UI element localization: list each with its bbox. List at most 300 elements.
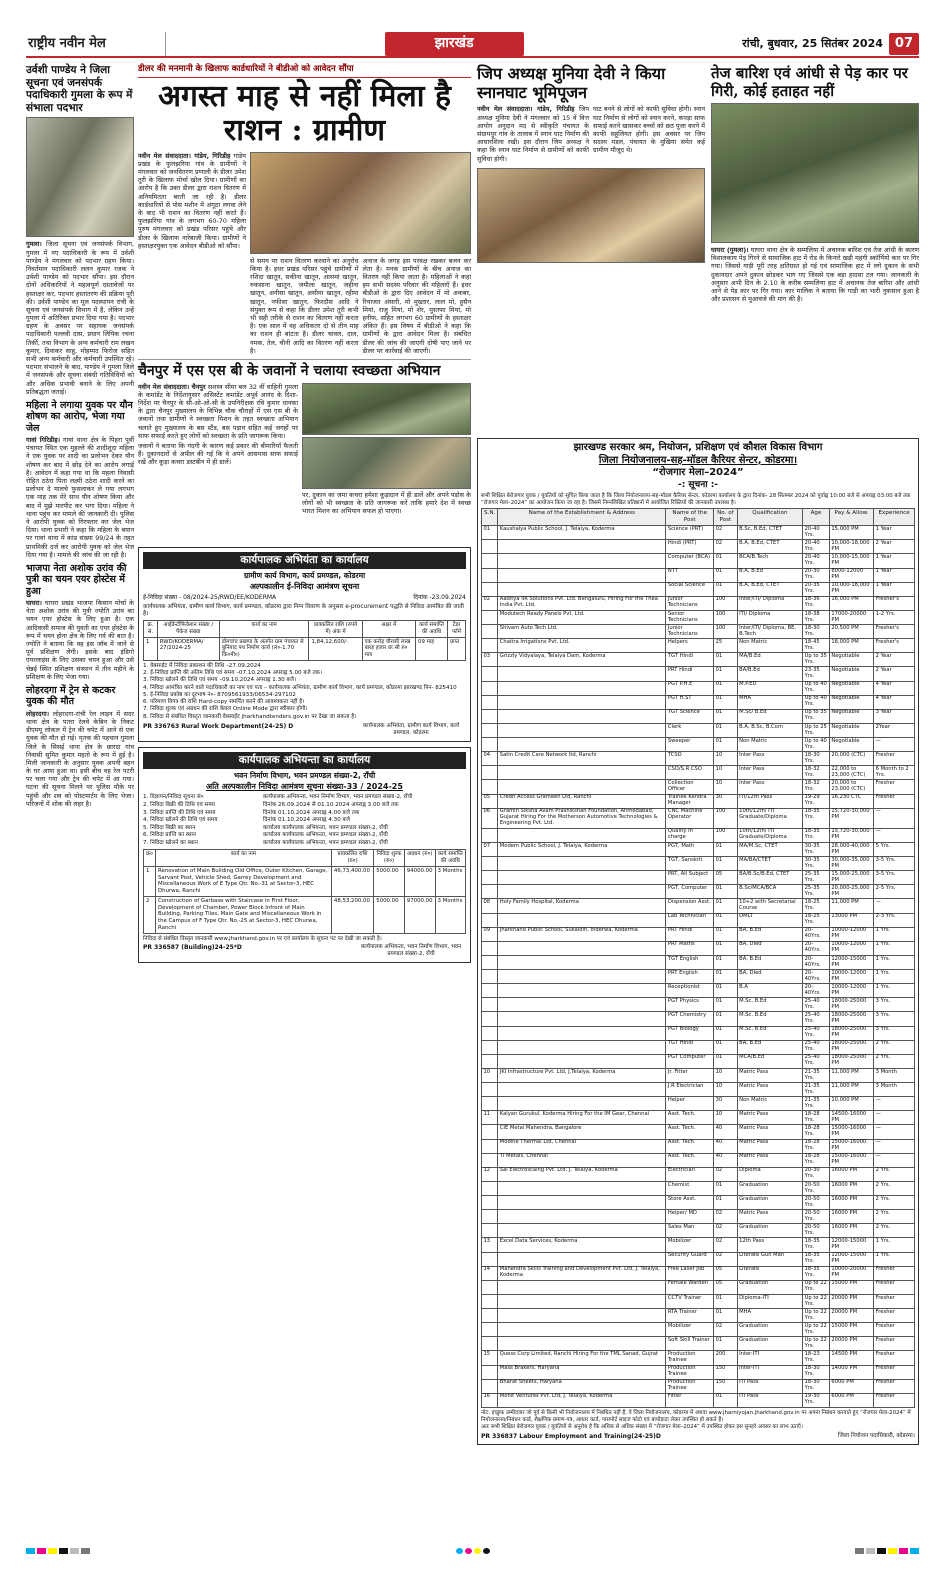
table-cell: Fresher — [874, 1351, 915, 1365]
table-cell: Non Matric — [737, 1097, 802, 1111]
table-cell: 3 Month — [874, 1083, 915, 1097]
table-cell — [498, 970, 666, 984]
table-cell: Up to 35 Yrs. — [803, 653, 830, 667]
table-cell: Receptionist — [666, 984, 714, 998]
table-cell: Up to 22 Yrs. — [803, 1309, 830, 1323]
table-cell: 05 — [714, 1280, 738, 1294]
table-cell — [482, 913, 498, 927]
table-cell: Sales Man — [666, 1224, 714, 1238]
table-cell: 25-40 Yrs. — [803, 1026, 830, 1040]
table-cell: 30,000-35,000 PM — [829, 857, 873, 871]
table-cell: 20000 PM — [829, 1337, 873, 1351]
table-cell: Chaitra Irrigations Pvt. Ltd. — [498, 639, 666, 653]
table-cell — [498, 1181, 666, 1195]
table-cell — [482, 1323, 498, 1337]
table-cell — [482, 1026, 498, 1040]
table-cell: 1 — [144, 866, 156, 896]
page-number: 07 — [889, 33, 919, 55]
table-row — [482, 1153, 915, 1167]
table-cell: 20-50 Yrs. — [803, 1181, 830, 1195]
table-row — [482, 738, 915, 752]
rozgar-pr: PR 336837 Labour Employment and Training(24-25)D — [481, 1433, 661, 1441]
headline-bjp: भाजपा नेता अशोक उरांव की पुत्री का चयन एयर होस्टेस में हुआ — [26, 562, 127, 597]
table-cell: 16,230 CTC — [829, 794, 873, 808]
table-cell: 01 — [714, 695, 738, 709]
table-cell: Hindi (PRT) — [666, 540, 714, 554]
table-cell: PRT, All Subject — [666, 871, 714, 885]
table-cell: 02 — [714, 1210, 738, 1224]
table-cell: 10 — [714, 1111, 738, 1125]
table-cell: Fresher — [874, 1280, 915, 1294]
table-row — [482, 955, 915, 969]
table-cell: 2 Year — [874, 667, 915, 681]
table-cell: 02 — [714, 540, 738, 554]
table-cell: Fitter — [666, 1393, 714, 1407]
table-cell: 22,000 to 23,000 (CTC) — [829, 766, 873, 780]
table-cell: Aaditya IIR Solutions Pvt. Ltd. Bengaluru, Hiring For the Thea India Pvt. Ltd. — [498, 596, 666, 610]
table-row — [482, 653, 915, 667]
photo-urvashi — [26, 117, 134, 237]
tender-rural-signatory: कार्यपालक अभियंता, ग्रामीण कार्य विभाग, कार्य प्रमण्डल, कोडरमा — [362, 723, 460, 736]
meta-value: दिनांक 01.10.2024 अपराह्न 4.30 बजे — [263, 817, 350, 824]
tender-building-pr: PR 336587 (Building)24-25*D — [143, 944, 242, 952]
table-cell: — — [874, 1111, 915, 1125]
table-cell: Matric Pass — [737, 1083, 802, 1097]
table-cell: TGT Hindi — [666, 653, 714, 667]
table-cell: 01 — [714, 970, 738, 984]
table-cell: 19-30 Yrs. — [803, 1393, 830, 1407]
table-cell: 3-5 Yrs. — [874, 871, 915, 885]
table-header: Pay & Allow. — [829, 509, 873, 526]
table-cell: 04 — [482, 752, 498, 766]
table-cell: Fresher — [874, 794, 915, 808]
table-header: Qualification — [737, 509, 802, 526]
table-cell: Electrician — [666, 1167, 714, 1181]
table-cell: — — [874, 738, 915, 752]
table-cell: 100 — [714, 828, 738, 842]
table-cell: TGT Science — [666, 709, 714, 723]
table-cell: Shivam Auto Tech Ltd. — [498, 625, 666, 639]
table-cell: 20-30 Yrs. — [803, 1167, 830, 1181]
rozgar-notice — [477, 438, 919, 1445]
table-cell: 2 — [144, 896, 156, 933]
table-cell: Up to 22 Yrs. — [803, 1280, 830, 1294]
table-cell: 01 — [714, 738, 738, 752]
table-cell: 10,000-18,000 PM — [829, 540, 873, 554]
table-cell: 25 — [714, 639, 738, 653]
table-cell: Social Science — [666, 582, 714, 596]
table-cell: 15000 PM — [829, 1323, 873, 1337]
table-header: कार्य का नाम — [155, 850, 331, 867]
table-cell: 2 Yrs. — [874, 1181, 915, 1195]
meta-label: 7. निविदा खोलने का स्थान — [143, 839, 198, 846]
story-urvashi-body: गुमला। जिला सूचना एवं जनसंपर्क विभाग, गुमला में नए पदाधिकारी के रूप में उर्वशी पाण्डेय ने मंगलवार को पदभार ग्रहण किया। निवर्तमान पदाधिकारी ललन कुमार रजक ने उर्वशी पाण्डेय को पदभार सौंपा। इस दौरान दोनों अधिकारियों ने महत्वपूर्ण दस्तावेजों पर हस्ताक्षर कर, पदभार हस्तांतरण की प्रक्रिया पूरी की। उर्वशी पाण्डेय का मूल पदस्थापन रांची के सूचना एवं जनसंपर्क विभाग में है, लेकिन उन्हें गुमला में अतिरिक्त प्रभार दिया गया है। पदभार ग्रहण के अवसर पर सहायक जनसंपर्क पदाधिकारी पल्लवी दास, प्रधान लिपिक रचना तिर्की, तथा विभाग के अन्य कर्मचारी राम लखन कुमार, दिवाकर साहु, मोहम्मद फिरोज सहित सभी अन्य कर्मचारी और कर्मचारी उपस्थित रहे। पदभार संभालने के बाद, पाण्डेय ने गुमला जिले में जनसंपर्क और सूचना संबंधी गतिविधियों को और अधिक प्रभावी बनाने के लिए अपनी प्रतिबद्धता जताई। — [26, 240, 134, 396]
table-cell: 11,000 PM — [829, 899, 873, 913]
table-header: No. of Post — [714, 509, 738, 526]
table-cell: Clerk — [666, 723, 714, 737]
table-cell: — — [874, 1139, 915, 1153]
right-column: जिप अध्यक्ष मुनिया देवी ने किया स्नानघाट भूमिपूजन नवीन मेल संवाददाता। गांडेय, गिरिडीह जिप अध्यक्ष मुनिया देवी ने मंगलवार को 15 वें वित्त आयोग अनुदान मद से स्वीकृति पंचायत के संग्रामपुर गांव के तालाब में स्नान घाट निर्माण की आधारशिला रखी। इस दौरान जिप अध्यक्ष ने कहा कि स्नान घाट निर्माण से ग्रामीणों को काफी सुविधा होगी। घाट बनने से लोगों को काफी सुविधा होगी। स्नान घाट निर्माण से लोगों को स्नान करने, कपड़ा साफ सफाई करने खासकर बच्चों को छठ पूजा करने में काफी सहूलियत होगी। इस अवसर पर जिप सदस्य मंडल, पंचायत के मुखिया समेत कई ग्रामीण मौजूद थे। तेज बारिश एवं आंधी से पेड़ कार पर गिरी, कोई हताहत नहीं घाघरा (गुमला)। घाघरा थाना क्षेत्र के सम्मलिया में अचानक बारिश एवं तेज आंधी के कारण विशालकाय पेड़ गिरने से सामाजिक हाट में रोड के किनारे खड़ी महंगी स्कॉर्पियो कार पर गिर गया। जिससे गाड़ी पूरी तरह क्षतिग्रस्त हो गई एवं सामाजिक हाट में लगे दुकान के सभी दुकानदार अपने दुकान छोड़कर भाग गए जिससे एक बड़ा हादसा टल गया। जानकारी के अनुसार अभी दिन के 2.10 के करीब सम्मलिया हाट में अचानक तेज बारिश और आंधी आने से पेड़ कार पर गिर गया। कार मालिक ने बताया कि गाड़ी का भारी नुकसान हुआ है और प्रशासन से मुआवजे की मांग की है। झारखण्ड सरकार श्रम, नियोजन, प्रशिक्षण एवं कौशल विकास विभाग जिला नियोजनालय-सह-मॉडल कैरियर सेन्टर, कोडरमा। “रोजगार मेला–2024” -: सूचना :- सभी शिक्षित बेरोजगार युवक / युवतियों को सूचित किया जाता है कि जिला नियोजनालय-सह-मॉडल कैरियर सेन्टर, कोडरमा कार्यालय के द्वारा दिनांक- 28 सितम्बर 2024 को पूर्वाह्न 10:00 बजे से अपराह्न 03:00 बजे तक “रोजगार मेला–2024” का आयोजन किया जा रहा है। जिसमें निम्नलिखित प्रतिष्ठानों में आयोजित रिक्तियों की जानकारी उपलब्ध है। S.N. Name of the Establishment & Address Name of the Post No. of Post Qualification Age Pay & Allow. Experience 01 Kaushalya Public School, J. Telaiya, Koderma Science (PRT) 02 B.Sc, B.Ed, CTET 20-40 Yrs. 15,000 PM 1 Year Hindi (PRT) 02 B.A, B.Ed, CTET 20-40 Yrs. 10,000-18,000 PM 2 Year Computer (BCA) 01 BCA/B.Tech 20-40 Yrs. 10,000-15,000 PM 1 Year NTT 01 B.A, B.Ed 20-30 Yrs. 8000-12000 PM 1 Year Social Science 01 B.A, B.Ed, CTET 20-35 Yrs. 10,000-18,000 PM 1 Year 02 Aaditya IIR Solutions Pvt. Ltd. Bengaluru, Hiring For the Thea India Pvt. Ltd. Junior Technicians 100 Inter/ITI/ Diploma 18-36 Yrs. 16,000 PM Fresher's Modutech Ready Panels Pvt. Ltd. Senior Technicians 100 ITI/ Diploma 18-38 Yrs. 17000-20000 PM 1-2 Yrs. Shivam Auto Tech Ltd. Junior Technicians 100 Inter/ITI/ Diploma, BE, B.Tech 18-30 Yrs. 20,500 PM Fresher's Chaitra Irrigations Pvt. Ltd. Helpers 25 Non Matric 18-45 Yrs. 18,000 PM Fresher's 03 Grizzly Vidyalaya, Telaiya Dam, Koderma TGT Hindi 01 MA/B.Ed Up to 35 Yrs. Negotiable 2 Year PRT Hindi 01 BA/B.Ed 23-35 Yrs. Negotiable 2 Year PGT P.H.E 01 M.P.ED Up to 40 Yrs. Negotiable 4 Year PGT H.ST 01 MHA Up to 40 Yrs. Negotiable 4 Year TGT Science 01 M.Sc/ B.Ed Up to 35 Yrs. Negotiable 3 Year Clerk 01 B.A, B.Sc, B.Com Up to 25 Yrs. Negotiable 2Year Sweeper 01 Non Matric Up to 40 Yrs. Negotiable — 04 Satin Credit Care Network ltd, Ranchi TCSO 10 Inter Pass 18-30 Yrs. 20,000 (CTC) Fresher CSO/S.R CSO 10 Inter Pass 18-32 Yrs. 22,000 to 23,000 (CTC) 6 Month to 2 Yrs. Collection Officer 10 Inter Pass 18-32 Yrs. 20,000 to 23,000 (CTC) Fresher 05 Credit Access Grameen Ltd, Ranchi Trainee Kendra Manager 30 ITI/12th Pass 19-29 Yrs. 16,230 CTC Fresher 06 Gramin Siksha Avam Prashikshan Foundation, Ahmedabad, Gujarat Hiring For the Motherson Automotive Technologies & Engineering Pvt. Ltd. CNC Machine Operator 100 10th/12th/ ITI Graduate/Diploma 18-35 Yrs. 15,720-30,000 PM — Quality In charge 100 10th/12th/ ITI Graduate/Diploma 18-35 Yrs. 15,720-30,000 PM — 07 Modern Public School, J. Telaiya, Koderma PGT, Math 01 MA/M.Sc, CTET 30-35 Yrs. 28,000-40,000 PM 5 Yrs. TGT, Sanskrit 01 MA/BA/CTET 30-35 Yrs. 30,000-35,000 PM 3-5 Yrs. PRT, All Subject 05 BA/B.Sc/B.Ed, CTET 25-35 Yrs. 15,000-25,000 PM 3-5 Yrs. PGT, Computer 01 B.Sc/MCA/BCA 25-35 Yrs. 20,000-25,000 PM 2-5 Yrs. 08 Holy Family Hospital, Koderma Dispension Asst. 01 10+2 with Secretarial Course 18-25 Yrs. 11,000 PM — Lab Technician 01 DMLT 18-25 Yrs. 13000 PM 2-3 Yrs. 09 Jharkhand Public School, Sukaidih, Inderwa, Koderma PRT Hindi 01 BA, B.Ed 20-40Yrs. 10000-12000 PM 1 Yrs. PRT Maths 01 BA, DIed 20-40Yrs. 10000-12000 PM 1 Yrs. TGT English 01 BA, B.Ed 20-40Yrs. 12000-15000 PM 1 Yrs. PRT English 01 BA, DIed 20-40Yrs. 10000-12000 PM 1 Yrs. Receptionist 01 B.A 20-40Yrs. 10000-12000 PM 1 Yrs. PGT Physics 01 M.Sc, B.Ed 25-40 Yrs. 18000-25000 PM 3 Yrs. PGT Chemistry 01 M.Sc, B.Ed 25-40 Yrs. 18000-25000 PM 3 Yrs. PGT Biology 01 M.Sc, B.Ed 25-40 Yrs. 18000-25000 PM 3 Yrs. TGT Hindi 01 BA, B.Ed 25-40 Yrs. 18000-25000 PM 2 Yrs. PGT Computer 01 MCA/B.Ed 25-40 Yrs. 18000-25000 PM 2 Yrs. 10 JKI Infrastructure Pvt. Ltd, J.Telaiya, Koderma Jr. Fitter 10 Matric Pass 21-35 Yrs. 11,000 PM 3 Month J.R Electrician 10 Matric Pass 21-35 Yrs. 11,000 PM 3 Month Helper 30 Non Matric 21-35 Yrs. 10,000 PM — 11 Kalyan Gurukul, Koderma Hiring For the IM Gear, Chennai Asst. Tech. 10 Matric Pass 18-28 Yrs. 14500-16000 PM — CIE Metal Mahendra, Bangalore Asst. Tech. 40 Matric Pass 18-28 Yrs. 15000-16000 PM — Modine Thermal Ltd, Chennai Asst. Tech. 40 Matric Pass 18-28 Yrs. 15000-16000 PM — TI Metals, Chennai Asst. Tech. 40 Matric Pass 18-28 Yrs. 15000-16000 PM — 12 Sai Electroscaing Pvt. Ltd, J. Telaiya, Koderma Electrician 02 Diploma 20-30 Yrs. 16000 PM 2 Yrs. Chemist 01 Graduation 20-50 Yrs. 16000 PM 2 Yrs. Store Asst. 01 Graduation 20-50 Yrs. 16000 PM 2 Yrs. Helper/ MD 02 Matric Pass 20-50 Yrs. 16000 PM 2 Yrs. Sales Man 02 Graduation 20-50 Yrs. 16000 PM 2 Yrs. 13 Excel Data Services, Koderma Mobilizer 02 12th Pass 18-35 Yrs. 12000-15000 PM 1 Yrs. Security Guard 02 Literate Gun Man 18-35 Yrs. 12000-15000 PM 1 Yrs. 14 Mahendra Skills Training and Development Pvt. Ltd, J. Telaiya, Koderma Free Laser Job 05 Literate 18-35 Yrs. 10000-20000 PM Fresher Female Warden 05 Graduation Up to 22 Yrs. 15000 PM Fresher CCTV Trainer 01 Diploma-ITI Up to 22 Yrs. 20000 PM Fresher RTA Trainer 01 MHA Up to 22 Yrs. 20000 PM Fresher Mobilizer 02 Graduation Up to 22 Yrs. 15000 PM Fresher Soft Skill Trainer 01 Graduation Up to 22 Yrs. 20000 PM Fresher 15 Quess Corp Limited, Ranchi Hiring For the TML Sanad, Gujrat Production Trainee 200 Inter-ITI 18-23 Yrs. 14500 PM Fresher Mass Brakers, Haryana Production Trainee 150 Inter-ITI 18-30 Yrs. 14000 PM Fresher Bharat Sheets, Haryana Production Trainee 150 ITI Pass 18-30 Yrs. 6000 PM Fresher 16 Mohit Ventures Pvt. Ltd, J. Telaiya, Koderma Fitter 01 ITI Pass 19-30 Yrs. 6000 PM Fresher नोट: इच्छुक उम्मीदवार जो पूर्व से किसी भी नियोजनालय में निबंधित नहीं हैं, वे जिला नियोजनालय, कोडरमा में अथवा www.jharniyojan.jharkhand.gov.in पर अपना निबंधन करवाते हुए “रोजगार मेला-2024” में नियोजनालय/निबंधन कार्ड, शैक्षणिक प्रमाण-पत्र, आधार कार्ड, पासपोर्ट साइज फोटो एवं बायोडाटा लेकर उपस्थित हो सकते हैं। अतः सभी शिक्षित बेरोजगार युवक / युवतियों से अनुरोध है कि अधिक से अधिक संख्या में “रोजगार मेला–2024” में उपस्थित होकर इस सुनहरे अवसर का लाभ उठाएँ। PR 336837 Labour Employment and Training(24-25)D जिला नियोजन पदाधिकारी, कोडरमा। — [477, 64, 919, 1445]
table-cell: 1 Yrs. — [874, 970, 915, 984]
tender-point: 6. परिमाण विपत्र की राशि Hard-copy समर्पित करने की आवश्यकता नहीं है। — [143, 699, 305, 706]
table-cell: Fresher's — [874, 639, 915, 653]
table-cell: Production Trainee — [666, 1351, 714, 1365]
table-cell: 10 — [714, 766, 738, 780]
table-cell: CSO/S.R CSO — [666, 766, 714, 780]
meta-value: दिनांक 26.09.2024 से 01.10.2024 अपराह्न 3.00 बजे तक — [263, 802, 399, 809]
table-cell: 10000-12000 PM — [829, 984, 873, 998]
table-row — [482, 1393, 915, 1407]
table-row — [482, 582, 915, 596]
table-cell: BA, B.Ed — [737, 927, 802, 941]
table-cell: 4 Year — [874, 681, 915, 695]
photo-chainpur-2 — [302, 437, 471, 489]
table-cell: 18-30 Yrs. — [803, 625, 830, 639]
table-cell: 02 — [714, 1238, 738, 1252]
table-cell — [498, 828, 666, 842]
table-cell — [498, 568, 666, 582]
table-cell: 3 Yrs. — [874, 998, 915, 1012]
table-cell: 13 — [482, 1238, 498, 1252]
table-cell: 21-35 Yrs. — [803, 1097, 830, 1111]
table-row — [482, 1111, 915, 1125]
table-cell: TCSO — [666, 752, 714, 766]
tender-building-meta — [143, 794, 466, 847]
table-cell: 2-3 Yrs. — [874, 913, 915, 927]
table-cell: 01 — [714, 681, 738, 695]
table-cell: PGT, Math — [666, 842, 714, 856]
table-cell: Lab Technician — [666, 913, 714, 927]
table-cell — [482, 723, 498, 737]
table-row — [144, 896, 466, 933]
meta-label: 4. निविदा खोलने की तिथि एवं समय — [143, 817, 218, 824]
table-cell: Matric Pass — [737, 1139, 802, 1153]
table-cell: Graduation — [737, 1337, 802, 1351]
table-cell: 20,000 to 23,000 (CTC) — [829, 780, 873, 794]
tender-rural-dept: ग्रामीण कार्य विभाग, कार्य प्रमण्डल, कोडरमा — [243, 570, 366, 580]
table-cell: 1 Yrs. — [874, 955, 915, 969]
table-row — [482, 828, 915, 842]
print-registration-strip — [26, 1547, 919, 1555]
table-row — [482, 927, 915, 941]
table-cell — [482, 568, 498, 582]
rozgar-jobs-table — [481, 508, 915, 1408]
table-cell: 16,000 PM — [829, 596, 873, 610]
meta-value: कार्यालय कार्यपालक अभियन्ता, भवन प्रमण्डल संख्या-2, राँची — [263, 824, 388, 831]
table-row — [482, 885, 915, 899]
table-cell: 1 Yrs. — [874, 941, 915, 955]
table-cell: 6000 PM — [829, 1379, 873, 1393]
tender-meta-row — [143, 794, 466, 802]
table-cell: 28,000-40,000 PM — [829, 842, 873, 856]
table-cell: Female Warden — [666, 1280, 714, 1294]
ration-body-2: से समय पर राशन वितरण करवाने का अनुरोध किया है। इधर प्रखंड परिसर पहुंचे ग्रामीणों में रशिदा खातून, सकीना खातून, आसमां खातून, रुकसाना खातून, जमीला खातून, जहीना खातून, अनीसा खातून, असीमा खातून, रहीमा खातून, नफीसा खातून, फिरदौस आदि ने संयुक्त रूप से कहा कि डीलर उमेश तुरी कभी भी सही तरीके से राशन का वितरण नहीं करता है। एक साल में वह अधिकतर दो से तीन माह का राशन ही बांटता है। डीलर चावल, दाल, नमक, तेल, चीनी आदि का वितरण नहीं करता है। — [250, 256, 359, 355]
tender-rural-pr: PR 336763 Rural Work Department(24-25) D — [143, 723, 294, 731]
table-cell: ITI Pass — [737, 1393, 802, 1407]
table-cell: ITI Pass — [737, 1379, 802, 1393]
table-cell: 15,000 PM — [829, 526, 873, 540]
table-cell: Credit Access Grameen Ltd, Ranchi — [498, 794, 666, 808]
table-cell: 01 — [714, 842, 738, 856]
tender-building-dept: भवन निर्माण विभाग, भवन प्रमण्डल संख्या-2, राँची — [233, 771, 376, 781]
table-cell: 150 — [714, 1379, 738, 1393]
table-cell — [498, 1337, 666, 1351]
table-cell — [482, 780, 498, 794]
table-cell: 20-30 Yrs. — [803, 568, 830, 582]
table-cell: BCA/B.Tech — [737, 554, 802, 568]
table-cell: 16000 PM — [829, 1210, 873, 1224]
table-cell: 02 — [714, 1252, 738, 1266]
table-cell — [482, 625, 498, 639]
table-cell: DMLT — [737, 913, 802, 927]
table-cell: Fresher — [874, 1323, 915, 1337]
table-cell: 2 Yrs. — [874, 1196, 915, 1210]
table-cell: Quality In charge — [666, 828, 714, 842]
table-cell: PGT H.ST — [666, 695, 714, 709]
table-row — [482, 1252, 915, 1266]
table-cell: 01 — [714, 723, 738, 737]
table-row — [482, 540, 915, 554]
table-cell: 18-30 Yrs. — [803, 1379, 830, 1393]
table-cell: 18-35 Yrs. — [803, 828, 830, 842]
headline-muniya: जिप अध्यक्ष मुनिया देवी ने किया स्नानघाट भूमिपूजन — [477, 64, 666, 103]
ration-body-3: अनाज के जगह इस परवक्ष रखकर बजन कर लेता है। मनक ग्रामीणों के बीच अनाज का वितरण नहीं किया जाता है। महिलाओं ने कहा हम सभी सदस्य परिवार की महिलाएँ हैं। इधर बीडीओ के द्वारा दिए आवेदन में मो अकबर, रियाजत अंसारी, मो मुख्तार, लाल मो, हुसैन मियां, राजु मियां, मो शेर, मुस्तफा मियां, मो हनीफ, सहित लगभग 60 ग्रामीणों के हस्ताक्षर अंकित हैं। इस विषय में बीडीओ ने कहा कि ग्रामीणों के द्वारा आवेदन मिला है। संबंधित डीलर की जांच की जाएगी दोषी पाए जाने पर डीलर पर कार्रवाई की जाएगी। — [362, 256, 471, 355]
table-cell — [498, 998, 666, 1012]
tender-meta-row — [143, 817, 466, 825]
table-header: Name of the Establishment & Address — [498, 509, 666, 526]
table-cell: Fresher — [874, 1393, 915, 1407]
table-cell — [482, 1012, 498, 1026]
table-row — [482, 1309, 915, 1323]
table-cell: 18-38 Yrs. — [803, 610, 830, 624]
table-cell — [482, 766, 498, 780]
table-cell: 16000 PM — [829, 1224, 873, 1238]
table-cell: Helper/ MD — [666, 1210, 714, 1224]
table-cell: — — [874, 899, 915, 913]
table-cell: — — [874, 808, 915, 828]
table-cell: 20-40Yrs. — [803, 984, 830, 998]
table-cell: 25-40 Yrs. — [803, 1054, 830, 1068]
table-header: क्र० — [144, 850, 156, 867]
table-cell: Store Asst. — [666, 1196, 714, 1210]
table-cell: 18-35 Yrs. — [803, 808, 830, 828]
table-cell — [482, 1054, 498, 1068]
table-cell: Asst. Tech. — [666, 1153, 714, 1167]
table-cell — [498, 1294, 666, 1308]
chainpur-body-3: पर, दुकान का जमा कचरा हमेशा कूड़ादान में ही डालें और अपने पड़ोस के लोगों को भी स्वच्छता के प्रति जागरूक करें ताकि हमारे देश में स्वच्छ भारत मिशन का अभियान सफल हो पाएगा। — [302, 490, 471, 516]
table-cell — [498, 955, 666, 969]
table-cell: Soft Skill Trainer — [666, 1337, 714, 1351]
table-cell: 18-35 Yrs. — [803, 1266, 830, 1280]
story-mahila-body: गावां गिरिडीह। गावां थाना क्षेत्र के पिहरा पूर्वी पंचायत स्थित एक मुहल्ले की शादीशुदा महिला ने एक युवक पर शादी का प्रलोभन देकर यौन शोषण कर बाद में छोड़ देने का आरोप लगाई है। आवेदन में कहा गया था कि महला निवासी रोहित ठठेरा पिता लक्ष्मी ठठेरा शादी करने का प्रलोभन दे मालचे फुसलाकर ले गया लगभग एक माह तक मेरे साथ यौन शोषण किया और बाद में मुझे मारपीट कर भगा दिया। महिला ने थाना पहुंच कर मामले की जानकारी दी। पुलिस ने आरोपी युवक को गिरफ्तार कर जेल भेज दिया। थाना प्रभारी ने कहा कि महिला के बयान पर गावां थाना में कांड संख्या 99/24 के तहत प्राथमिकी दर्ज कर आरोपी युवक को जेल भेज दिया गया है। मामले की जांच की जा रही है। — [26, 436, 134, 559]
meta-label: 6. निविदा प्राप्ति का स्थान — [143, 832, 196, 839]
table-cell: 21-35 Yrs. — [803, 1083, 830, 1097]
table-row — [482, 752, 915, 766]
table-cell: 10th/12th/ ITI Graduate/Diploma — [737, 828, 802, 842]
tender-rural: कार्यपालक अभियंता का कार्यालय ग्रामीण कार्य विभाग, कार्य प्रमण्डल, कोडरमा अल्पकालीन ई-निविदा आमंत्रण सूचना ई-निविदा संख्या - 08/2024-25/RWD/EE/KODERMA दिनांक -23.09.2024 कार्यपालक अभियंता, ग्रामीण कार्य विभाग, कार्य प्रमण्डल, कोडरमा द्वारा निम्न विवरण के अनुसार e-procurement पद्धति से निविदा आमंत्रित की जाती है। क्र. सं. आईडेन्टीफिकेशन संख्या / पैकेज संख्या कार्य का नाम प्राक्कलित राशि (रुपये में) अंक में अक्षर में कार्य समाप्ति की अवधि टेंडर फॉर्म 1 RWD/KODERMA/ 27/2024-25 डोमचांच प्रखण्ड के अंतर्गत ग्राम पंचायत से बुनियाद पथ निर्माण कार्य (लं०-1.70 कि०मी०) 1,84,12,600/- एक करोड़ चौरासी लाख बारह हजार छः सौ रु० मात्र 09 माह प्राप्त 1. वेबसाईट में निविदा प्रकाशन की तिथि –27.09.2024 2. ई-निविदा प्राप्ति की अंतिम तिथि एवं समय –07.10.2024 अपराह्न 5.00 बजे तक। 3. निविदा खोलने की तिथि एवं समय –09.10.2024 अपराह्न 1.30 बजे। 4. निविदा आमंत्रित करने वाले पदाधिकारी का नाम एवं पता – कार्यपालक अभियंता, ग्रामीण कार्य विभाग, कार्य प्रमण्डल, कोडरमा झारखण्ड पिन- 825410 5. ई-निविदा प्रकोष्ठ का दूरभाष नं०- 8709561933/06534-297102 6. परिमाण विपत्र की राशि Hard-copy समर्पित करने की आवश्यकता नहीं है। 7. निविदा शुल्क एवं अग्रधन की राशि केवल Online Mode द्वारा स्वीकार होगी। 8. निविदा से संबंधित विस्तृत जानकारी वेबसाईट jharkhandtenders.gov.in पर देखा जा सकता है। PR 336763 Rural Work Department(24-25) D कार्यपालक अभियंता, ग्रामीण कार्य विभाग, कार्य प्रमण्डल, कोडरमा — [138, 547, 471, 742]
table-cell: Construction of Garbase with Staircase in First Floor, Development of Chamber, Power Block Infront of Main Building, Parking Tiles, Main Gate and Miscellaneous Work in the Campus of F Type Qtr. No.-25 at Sector-3, HEC Dhurwa, Ranchi — [155, 896, 331, 933]
ration-kicker: डीलर की मनमानी के खिलाफ कार्डधारियों ने बीडीओ को आवेदन सौंपा — [138, 64, 471, 78]
table-cell: 01 — [714, 1196, 738, 1210]
table-row — [482, 780, 915, 794]
table-cell: 4 Year — [874, 695, 915, 709]
table-cell: 20,000 (CTC) — [829, 752, 873, 766]
middle-column: डीलर की मनमानी के खिलाफ कार्डधारियों ने बीडीओ को आवेदन सौंपा अगस्त माह से नहीं मिला है राशन : ग्रामीण नवीन मेल संवाददाता। गांडेय, गिरिडीह गांडेय प्रखंड के फुलझरिया गांव के ग्रामीणों ने मंगलवार को जनवितरण प्रणाली के डीलर उमेश तुरी के खिलाफ मोर्चा खोल दिया। ग्रामीणों का आरोप है कि उक्त डीलर द्वारा राशन वितरण में अनियमितता बरती जा रही है। डीलर कार्डधारियों से पोस मशीन में अंगूठा लगवा लेने के बाद भी राशन का वितरण नहीं करते हैं। फुलझरिया गांव के लगभग 60-70 महिला पुरुष मंगलवार को प्रखंड परिसर पहुंचे और डीलर के खिलाफ नारेबाजी किया। ग्रामीणों ने हस्ताक्षरयुक्त एक आवेदन बीडीओ को सौंपा। से समय पर राशन वितरण करवाने का अनुरोध किया है। इधर प्रखंड परिसर पहुंचे ग्रामीणों में रशिदा खातून, सकीना खातून, आसमां खातून, रुकसाना खातून, जमीला खातून, जहीना खातून, अनीसा खातून, असीमा खातून, रहीमा खातून, नफीसा खातून, फिरदौस आदि ने संयुक्त रूप से कहा कि डीलर उमेश तुरी कभी भी सही तरीके से राशन का वितरण नहीं करता है। एक साल में वह अधिकतर दो से तीन माह का राशन ही बांटता है। डीलर चावल, दाल, नमक, तेल, चीनी आदि का वितरण नहीं करता है। अनाज के जगह इस परवक्ष रखकर बजन कर लेता है। मनक ग्रामीणों के बीच अनाज का वितरण नहीं किया जाता है। महिलाओं ने कहा हम सभी सदस्य परिवार की महिलाएँ हैं। इधर बीडीओ के द्वारा दिए आवेदन में मो अकबर, रियाजत अंसारी, मो मुख्तार, लाल मो, हुसैन मियां, राजु मियां, मो शेर, मुस्तफा मियां, मो हनीफ, सहित लगभग 60 ग्रामीणों के हस्ताक्षर अंकित हैं। इस विषय में बीडीओ ने कहा कि ग्रामीणों के द्वारा आवेदन मिला है। संबंधित डीलर की जांच की जाएगी दोषी पाए जाने पर डीलर पर कार्रवाई की जाएगी। चैनपुर में एस एस बी के जवानों ने चलाया स्वच्छता अभियान नवीन मेल संवाददाता। चैनपुर सशस्त्र सीमा बल 32 वीं वाहिनी गुमला के कमांडेंट के निर्देशानुसार असिस्टेंट कमांडेंट अपूर्व आनंद के दिशा-निर्देश पर चैनपुर के सी-ओ-ओ-सी के उपनिरीक्षक रवि कुमार धानका के द्वारा चैनपुर मुख्यालय के विभिन्न चौक चौराहों में एस एस बी के जवानों तथा ग्रामीणों ने स्वच्छता मिशन के तहत स्वच्छता अभियान चलाते हुए मुख्यालय के बस स्टैंड, बस पड़ाव सहित कई जगहों पर साफ सफाई करते हुए लोगों को स्वच्छता के प्रति जागरूक किया। जवानों ने बताया कि गंदगी के कारण कई प्रकार की बीमारियाँ फैलती हैं। दुकानदारों से अपील की गई कि वे अपने आसपास साफ सफाई रखें और कूड़ा कचरा डस्टबीन में ही डालें। पर, दुकान का जमा कचरा हमेशा कूड़ादान में ही डालें और अपने पड़ोस के लोगों को भी स्वच्छता के प्रति जागरूक करें ताकि हमारे देश में स्वच्छ भारत मिशन का अभियान सफल हो पाएगा। कार्यपालक अभियंता का कार्यालय ग्रामीण कार्य विभाग, कार्य प्रमण्डल, कोडरमा अल्पकालीन ई-निविदा आमंत्रण सूचना ई-निविदा संख्या - 08/2024-25/RWD/EE/KODERMA दिनांक -23.09.2024 कार्यपालक अभियंता, ग्रामीण कार्य विभाग, कार्य प्रमण्डल, कोडरमा द्वारा निम्न विवरण के अनुसार e-procurement पद्धति से निविदा आमंत्रित की जाती है। क्र. सं. आईडेन्टीफिकेशन संख्या / पैकेज संख्या कार्य का नाम प्राक्कलित राशि (रुपये में) अंक में अक्षर में कार्य समाप्ति की अवधि टेंडर फॉर्म 1 RWD/KODERMA/ 27/2024-25 डोमचांच प्रखण्ड के अंतर्गत ग्राम पंचायत से बुनियाद पथ निर्माण कार्य (लं०-1.70 कि०मी०) 1,84,12,600/- एक करोड़ चौरासी लाख बारह हजार छः सौ रु० मात्र 09 माह प्राप्त 1. वेबसाईट में निविदा प्रकाशन की तिथि –27.09.2024 2. ई-निविदा प्राप्ति की अंतिम तिथि एवं समय –07.10.2024 अपराह्न 5.00 बजे तक। 3. निविदा खोलने की तिथि एवं समय –09.10.2024 अपराह्न 1.30 बजे। 4. निविदा आमंत्रित करने वाले पदाधिकारी का नाम एवं पता – कार्यपालक अभियंता, ग्रामीण कार्य विभाग, कार्य प्रमण्डल, कोडरमा झारखण्ड पिन- 825410 5. ई-निविदा प्रकोष्ठ का दूरभाष नं०- 8709561933/06534-297102 6. परिमाण विपत्र की राशि Hard-copy समर्पित करने की आवश्यकता नहीं है। 7. निविदा शुल्क एवं अग्रधन की राशि केवल Online Mode द्वारा स्वीकार होगी। 8. निविदा से संबंधित विस्तृत जानकारी वेबसाईट jharkhandtenders.gov.in पर देखा जा सकता है। PR 336763 Rural Work Department(24-25) D कार्यपालक अभियंता, ग्रामीण कार्य विभाग, कार्य प्रमण्डल, कोडरमा कार्यपालक अभियन्ता का कार्यालय भवन निर्माण विभाग, भवन प्रमण्डल संख्या-2, राँची अति अल्पकालीन निविदा आमंत्रण सूचना संख्या-33 / 2024-25 1. विज्ञापन/निविदा सूचना सं० कार्यपालक अभियन्ता, भवन निर्माण विभाग, भवन प्रमण्डल संख्या-2, राँची 2. निविदा बिक्री की तिथि एवं समय दिनांक 26.09.2024 से 01.10.2024 अपराह्न 3.00 बजे तक 3. निविदा प्राप्ति की तिथि एवं समय दिनांक 01.10.2024 अपराह्न 4.00 बजे तक 4. निविदा खोलने की तिथि एवं समय दिनांक 01.10.2024 अपराह्न 4.30 बजे 5. निविदा बिक्री का स्थान कार्यालय कार्यपालक अभियन्ता, भवन प्रमण्डल संख्या-2, राँची 6. निविदा प्राप्ति का स्थान कार्यालय कार्यपालक अभियन्ता, भवन प्रमण्डल संख्या-2, राँची 7. निविदा खोलने का स्थान कार्यालय कार्यपालक अभियन्ता, भवन प्रमण्डल संख्या-2, राँची क्र० कार्य का नाम प्राक्कलित राशि (रु०) निविदा शुल्क (रु०) अग्रधन (रु०) कार्य समाप्ति की अवधि 1 Renovation of Main Building Old Office, Outer Kitchen, Garage, Sarvant Post, Vehicle Shed, Garrey Development and Miscellaneous Work of E Type Qtr. No.-31 at Sector-3, HEC Dhurwa, Ranchi 46,73,400.00 5000.00 94000.00 3 Months 2 Construction of Garbase with Staircase in First Floor, Development of Chamber, Power Block Infront of Main Building, Parking Tiles, Main Gate and Miscellaneous Work in the Campus of F Type Qtr. No.-25 at Sector-3, HEC Dhurwa, Ranchi 48,53,200.00 5000.00 97000.00 3 Months निविदा से संबंधित विस्तृत जानकारी www.jharkhand.gov.in पर एवं कार्यालय के सूचना पट पर देखी जा सकती है। PR 336587 (Building)24-25*D कार्यपालक अभियन्ता, भवन निर्माण विभाग, भवन प्रमण्डल संख्या-2, राँची — [138, 64, 471, 963]
rozgar-signatory: जिला नियोजन पदाधिकारी, कोडरमा। — [837, 1433, 915, 1440]
table-cell: 20-35 Yrs. — [803, 582, 830, 596]
table-cell — [482, 1210, 498, 1224]
table-cell: प्राप्त — [448, 637, 466, 660]
table-cell: 18-35 Yrs. — [803, 1238, 830, 1252]
table-cell: 1 Yrs. — [874, 984, 915, 998]
table-cell: 01 — [714, 554, 738, 568]
table-header: Age — [803, 509, 830, 526]
table-cell: 01 — [714, 1026, 738, 1040]
table-cell: Diploma — [737, 1167, 802, 1181]
table-cell: Up to 22 Yrs. — [803, 1337, 830, 1351]
table-cell: 10000-12000 PM — [829, 927, 873, 941]
headline-ration: अगस्त माह से नहीं मिला है राशन : ग्रामीण — [158, 78, 451, 149]
table-cell: 16000 PM — [829, 1181, 873, 1195]
table-cell: Gramin Siksha Avam Prashikshan Foundation, Ahmedabad, Gujarat Hiring For the Motherson Automotive Technologies & Engineering Pvt. Ltd. — [498, 808, 666, 828]
table-cell: 02 — [714, 1167, 738, 1181]
table-cell: B.A — [737, 984, 802, 998]
table-cell: Literate — [737, 1266, 802, 1280]
table-row — [482, 1054, 915, 1068]
table-cell: Matric Pass — [737, 1068, 802, 1082]
table-cell: Graduation — [737, 1280, 802, 1294]
table-cell: 07 — [482, 842, 498, 856]
headline-mahila: महिला ने लगाया युवक पर यौन शोषण का आरोप, भेजा गया जेल — [26, 399, 133, 434]
table-cell — [482, 1280, 498, 1294]
table-cell: डोमचांच प्रखण्ड के अंतर्गत ग्राम पंचायत से बुनियाद पथ निर्माण कार्य (लं०-1.70 कि०मी०) — [219, 637, 309, 660]
table-header: कार्य का नाम — [219, 621, 309, 638]
table-cell: 20000 PM — [829, 1309, 873, 1323]
table-cell: RWD/KODERMA/ 27/2024-25 — [157, 637, 219, 660]
table-cell: PGT, Computer — [666, 885, 714, 899]
table-cell — [498, 885, 666, 899]
table-cell: Kaushalya Public School, J. Telaiya, Koderma — [498, 526, 666, 540]
table-row — [482, 610, 915, 624]
meta-label: 1. विज्ञापन/निविदा सूचना सं० — [143, 794, 204, 801]
tender-building-table — [143, 849, 466, 933]
table-cell: 16 — [482, 1393, 498, 1407]
table-cell: 01 — [714, 913, 738, 927]
table-cell: 17000-20000 PM — [829, 610, 873, 624]
table-cell: 01 — [714, 955, 738, 969]
table-cell: Inter-ITI — [737, 1351, 802, 1365]
table-cell: Sai Electroscaing Pvt. Ltd, J. Telaiya, Koderma — [498, 1167, 666, 1181]
table-header: Experience — [874, 509, 915, 526]
table-cell: Negotiable — [829, 653, 873, 667]
table-cell: 1 Year — [874, 526, 915, 540]
table-cell: 03 — [482, 653, 498, 667]
paper-name: राष्ट्रीय नवीन मेल — [26, 32, 166, 56]
table-cell: 01 — [714, 1294, 738, 1308]
table-cell: Senior Technicians — [666, 610, 714, 624]
table-cell — [498, 780, 666, 794]
table-cell: 10 — [714, 780, 738, 794]
table-cell: 10 — [714, 1068, 738, 1082]
table-cell: 12 — [482, 1167, 498, 1181]
table-header: टेंडर फॉर्म — [448, 621, 466, 638]
table-cell: Up to 35 Yrs. — [803, 709, 830, 723]
table-cell: 2 Yrs. — [874, 1210, 915, 1224]
table-cell: Negotiable — [829, 709, 873, 723]
table-cell — [482, 984, 498, 998]
table-cell: 02 — [714, 526, 738, 540]
table-cell: 18-35 Yrs. — [803, 1252, 830, 1266]
table-cell: 200 — [714, 1351, 738, 1365]
table-cell: BA, DIed — [737, 941, 802, 955]
table-row — [482, 695, 915, 709]
table-cell: 2-5 Yrs. — [874, 885, 915, 899]
table-cell: Inter/ITI/ Diploma — [737, 596, 802, 610]
table-row — [482, 871, 915, 885]
table-cell: Fresher — [874, 780, 915, 794]
table-cell: 10,000-18,000 PM — [829, 582, 873, 596]
table-cell — [482, 1252, 498, 1266]
table-row — [482, 1210, 915, 1224]
table-cell: JKI Infrastructure Pvt. Ltd, J.Telaiya, Koderma — [498, 1068, 666, 1082]
table-cell: 20-50 Yrs. — [803, 1196, 830, 1210]
table-cell: 15000-16000 PM — [829, 1125, 873, 1139]
tender-rural-office: कार्यपालक अभियंता का कार्यालय — [143, 552, 466, 569]
table-row — [482, 1196, 915, 1210]
table-cell — [482, 970, 498, 984]
table-cell: MA/M.Sc, CTET — [737, 842, 802, 856]
table-cell: CCTV Trainer — [666, 1294, 714, 1308]
tender-building-title: अति अल्पकालीन निविदा आमंत्रण सूचना संख्या-33 / 2024-25 — [206, 782, 403, 792]
table-cell: 40 — [714, 1125, 738, 1139]
table-cell: 18-28 Yrs. — [803, 1111, 830, 1125]
table-row — [482, 1167, 915, 1181]
table-row — [482, 1294, 915, 1308]
table-cell — [482, 639, 498, 653]
table-cell: 20-50 Yrs. — [803, 1224, 830, 1238]
table-cell: 01 — [714, 1181, 738, 1195]
table-cell: Mobilizer — [666, 1323, 714, 1337]
table-cell: Inter Pass — [737, 766, 802, 780]
table-row — [482, 1351, 915, 1365]
table-cell — [482, 857, 498, 871]
table-cell: M.Sc/ B.Ed — [737, 709, 802, 723]
table-cell: 21-35 Yrs. — [803, 1068, 830, 1082]
table-cell: 18-28 Yrs. — [803, 1139, 830, 1153]
table-row — [482, 1323, 915, 1337]
table-cell: Security Guard — [666, 1252, 714, 1266]
table-cell: TI Metals, Chennai — [498, 1153, 666, 1167]
table-row — [482, 766, 915, 780]
table-cell: ITI/12th Pass — [737, 794, 802, 808]
table-cell: Diploma-ITI — [737, 1294, 802, 1308]
table-cell: 05 — [714, 1266, 738, 1280]
table-cell: 05 — [482, 794, 498, 808]
table-cell: 18-32 Yrs. — [803, 780, 830, 794]
table-cell: 01 — [714, 1337, 738, 1351]
table-cell: 01 — [714, 568, 738, 582]
table-cell: 18000-25000 PM — [829, 1026, 873, 1040]
table-cell: Chemist — [666, 1181, 714, 1195]
table-cell: Kalyan Gurukul, Koderma Hiring For the IM Gear, Chennai — [498, 1111, 666, 1125]
table-row — [482, 1266, 915, 1280]
photo-muniya — [477, 168, 705, 263]
table-cell: PGT Biology — [666, 1026, 714, 1040]
table-row — [482, 568, 915, 582]
table-row — [482, 1238, 915, 1252]
table-header: प्राक्कलित राशि (रुपये में) अंक में — [309, 621, 362, 638]
table-row — [144, 866, 466, 896]
